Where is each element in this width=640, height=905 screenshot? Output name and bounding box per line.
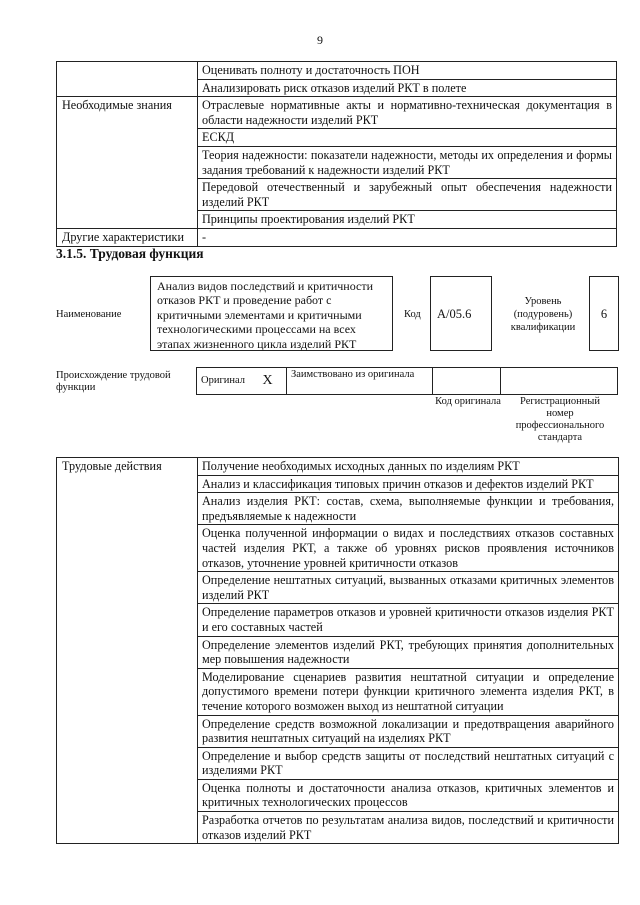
code-label: Код [404, 309, 421, 320]
knowledge-label: Необходимые знания [57, 97, 198, 229]
table-cell: Определение и выбор средств защиты от последствий нештатных ситуаций с изделиями РКТ [198, 747, 619, 779]
origin-table [196, 367, 618, 395]
qualification-level-box: 6 [589, 276, 619, 351]
original-mark: X [259, 368, 287, 395]
table-row [197, 368, 618, 395]
borrowed-label: Заимствовано из оригинала [287, 368, 433, 395]
original-label: Оригинал [197, 368, 259, 395]
table-cell: Моделирование сценариев развития нештатной ситуации и определение допустимого времени потери функции критичного элемента изделия РКТ, в течение которого возможен выход из нештатной ситуации [198, 668, 619, 715]
reg-number-caption: Регистрационный номер профессионального стандарта [515, 396, 605, 443]
other-label: Другие характеристики [57, 228, 198, 246]
table-cell: Получение необходимых исходных данных по изделиям РКТ [198, 458, 619, 476]
table-cell-empty [57, 62, 198, 97]
table-cell: ЕСКД [198, 129, 617, 147]
section-title: 3.1.5. Трудовая функция [56, 246, 204, 261]
table-cell: Принципы проектирования изделий РКТ [198, 211, 617, 229]
table-cell: Теория надежности: показатели надежности, методы их определения и формы задания требований к надежности изделий РКТ [198, 146, 617, 178]
function-code-box: А/05.6 [430, 276, 492, 351]
labor-actions-table [56, 457, 619, 844]
code-original-cell [433, 368, 501, 395]
table-row [57, 228, 617, 246]
table-cell: Анализ и классификация типовых причин отказов и дефектов изделий РКТ [198, 475, 619, 493]
skills-knowledge-table [56, 61, 617, 247]
table-cell: Оценка полноты и достаточности анализа отказов, критичных элементов и критичных технологических процессов [198, 779, 619, 811]
table-row [57, 458, 619, 476]
reg-number-cell [501, 368, 618, 395]
table-row [57, 62, 617, 80]
function-name-box: Анализ видов последствий и критичности отказов РКТ и проведение работ с критичными элементами и критичными технологическими процессами на всех этапах жизненного цикла изделий РКТ [150, 276, 393, 351]
name-label: Наименование [56, 309, 122, 320]
table-cell: Оценка полученной информации о видах и последствиях отказов составных частей изделия РКТ, а также об уровнях рисков проявления источников отказов, уточнение уровней критичности отказов [198, 525, 619, 572]
table-cell: Определение элементов изделий РКТ, требующих принятия дополнительных мер повышения надежности [198, 636, 619, 668]
table-row [57, 97, 617, 129]
table-cell: Отраслевые нормативные акты и нормативно-техническая документация в области надежности изделий РКТ [198, 97, 617, 129]
table-cell: Определение средств возможной локализации и предотвращения аварийного развития нештатных ситуаций на изделиях РКТ [198, 715, 619, 747]
table-cell: Определение нештатных ситуаций, вызванных отказами критичных элементов изделий РКТ [198, 572, 619, 604]
table-cell: Разработка отчетов по результатам анализа видов, последствий и критичности отказов изделий РКТ [198, 812, 619, 844]
code-original-caption: Код оригинала [435, 396, 501, 407]
labor-actions-label: Трудовые действия [57, 458, 198, 844]
qualification-level-label: Уровень (подуровень) квалификации [510, 296, 576, 333]
origin-label: Происхождение трудовой функции [56, 370, 171, 393]
table-cell: - [198, 228, 617, 246]
table-cell: Анализ изделия РКТ: состав, схема, выполняемые функции и требования, предъявляемые к надежности [198, 493, 619, 525]
table-cell: Оценивать полноту и достаточность ПОН [198, 62, 617, 80]
table-cell: Определение параметров отказов и уровней критичности отказов изделия РКТ и его составных частей [198, 604, 619, 636]
table-cell: Анализировать риск отказов изделий РКТ в полете [198, 79, 617, 97]
page-number: 9 [317, 33, 323, 47]
table-cell: Передовой отечественный и зарубежный опыт обеспечения надежности изделий РКТ [198, 179, 617, 211]
